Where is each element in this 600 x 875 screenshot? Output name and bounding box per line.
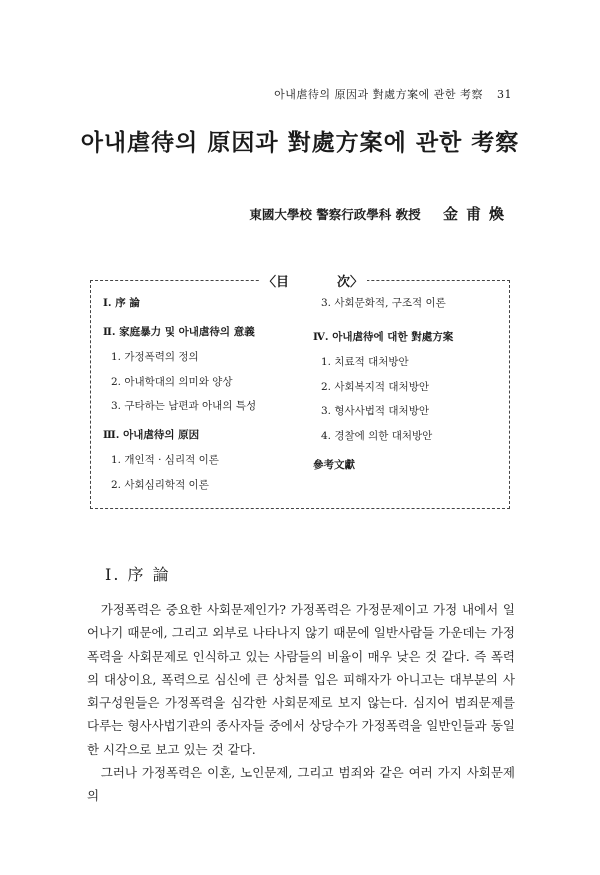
article-title: 아내虐待의 原因과 對處方案에 관한 考察 <box>80 129 520 156</box>
author-line <box>249 203 512 224</box>
section-heading: Ⅰ. 序 論 <box>105 565 171 584</box>
toc-title-right: 次〉 <box>336 275 363 290</box>
toc-section <box>313 329 503 444</box>
toc-section <box>313 457 503 473</box>
toc-left-column <box>103 295 298 506</box>
toc-heading: Ⅰ. 序 論 <box>103 297 140 309</box>
running-header <box>274 86 512 102</box>
toc-item: 1. 개인적 · 심리적 이론 <box>111 454 219 466</box>
toc-item: 3. 구타하는 남편과 아내의 특성 <box>111 400 257 412</box>
running-title: 아내虐待의 原因과 對處方案에 관한 考察 <box>274 88 483 101</box>
toc-item: 3. 사회문화적, 구조적 이론 <box>321 297 446 309</box>
table-of-contents <box>90 275 510 509</box>
page-number: 31 <box>497 88 512 101</box>
toc-item: 2. 아내학대의 의미와 양상 <box>111 375 233 388</box>
toc-title-left: 〈目 <box>263 275 290 290</box>
toc-section <box>103 427 298 493</box>
toc-item: 1. 가정폭력의 정의 <box>111 351 199 363</box>
toc-title <box>259 271 367 290</box>
toc-section <box>103 324 298 414</box>
author-name: 金甫煥 <box>442 205 512 223</box>
author-affiliation: 東國大學校 警察行政學科 敎授 <box>249 207 421 222</box>
toc-item: 2. 사회심리학적 이론 <box>111 478 209 491</box>
paragraph: 그러나 가정폭력은 이혼, 노인문제, 그리고 범죄와 같은 여러 가지 사회문제의 <box>87 765 515 804</box>
toc-heading: Ⅲ. 아내虐待의 原因 <box>103 429 200 441</box>
toc-heading: 參考文獻 <box>313 458 355 471</box>
toc-item: 3. 형사사법적 대처방안 <box>321 405 429 417</box>
paragraph: 가정폭력은 중요한 사회문제인가? 가정폭력은 가정문제이고 가정 내에서 일어나기 때문에, 그리고 외부로 나타나지 않기 때문에 일반사람들 가운데는 가정폭력을 사회문제로 인식하고 있는 사람들의 비율이 매우 낮은 것 같다. 즉 폭력의 대상이요, 폭력으로 심신에 큰 상처를 입은 피해자가 아니고는 대부분의 사회구성원들은 가정폭력을 심각한 사회문제로 보지 않는다. 심지어 범죄문제를 다루는 형사사법기관의 종사자들 중에서 상당수가 가정폭력을 일반인들과 동일한 시각으로 보고 있는 것 같다. <box>87 602 515 757</box>
body-text <box>87 598 515 808</box>
toc-item: 2. 사회복지적 대처방안 <box>321 380 429 393</box>
toc-item: 4. 경찰에 의한 대처방안 <box>321 429 433 442</box>
toc-heading: Ⅱ. 家庭暴力 및 아내虐待의 意義 <box>103 326 255 338</box>
toc-item: 1. 치료적 대처방안 <box>321 356 409 368</box>
toc-right-column <box>313 295 503 486</box>
toc-heading: Ⅳ. 아내虐待에 대한 對處方案 <box>313 331 454 343</box>
toc-section <box>103 295 298 311</box>
